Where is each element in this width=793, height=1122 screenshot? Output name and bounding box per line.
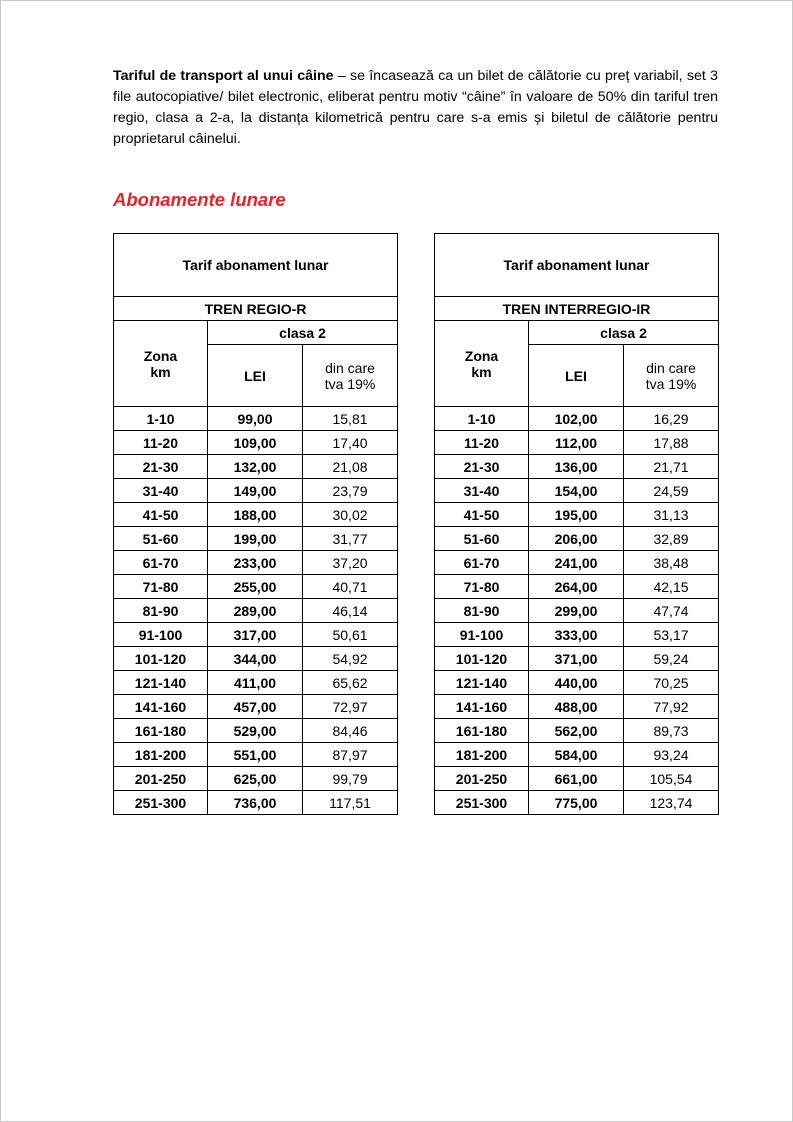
vat-cell: 50,61 (303, 623, 398, 647)
zone-cell: 1-10 (114, 407, 208, 431)
vat-cell: 38,48 (624, 551, 719, 575)
zone-cell: 31-40 (435, 479, 529, 503)
zone-cell: 181-200 (114, 743, 208, 767)
table-row (435, 671, 719, 695)
price-cell: 233,00 (208, 551, 303, 575)
zone-cell: 91-100 (435, 623, 529, 647)
lei-header: LEI (208, 345, 303, 407)
price-cell: 317,00 (208, 623, 303, 647)
zone-cell: 141-160 (114, 695, 208, 719)
table-row (435, 551, 719, 575)
table-row (114, 767, 398, 791)
zone-cell: 161-180 (114, 719, 208, 743)
price-cell: 299,00 (529, 599, 624, 623)
vat-cell: 105,54 (624, 767, 719, 791)
zone-cell: 21-30 (435, 455, 529, 479)
table-row (114, 503, 398, 527)
vat-cell: 65,62 (303, 671, 398, 695)
zone-cell: 101-120 (435, 647, 529, 671)
zone-cell: 71-80 (114, 575, 208, 599)
table-row (114, 695, 398, 719)
price-cell: 562,00 (529, 719, 624, 743)
zone-cell: 11-20 (435, 431, 529, 455)
zone-cell: 41-50 (114, 503, 208, 527)
vat-cell: 46,14 (303, 599, 398, 623)
table-row (435, 503, 719, 527)
table-row (435, 527, 719, 551)
table-row (114, 455, 398, 479)
price-cell: 255,00 (208, 575, 303, 599)
vat-header (303, 345, 398, 407)
intro-paragraph (113, 66, 718, 150)
vat-cell: 17,40 (303, 431, 398, 455)
zone-cell: 121-140 (435, 671, 529, 695)
table-row (435, 599, 719, 623)
zone-cell: 41-50 (435, 503, 529, 527)
vat-header-label: din care tva 19% (324, 359, 376, 392)
vat-cell: 23,79 (303, 479, 398, 503)
vat-cell: 42,15 (624, 575, 719, 599)
price-cell: 99,00 (208, 407, 303, 431)
table-row (114, 791, 398, 815)
vat-cell: 17,88 (624, 431, 719, 455)
vat-cell: 21,71 (624, 455, 719, 479)
vat-cell: 87,97 (303, 743, 398, 767)
vat-cell: 84,46 (303, 719, 398, 743)
table-row (114, 479, 398, 503)
zone-cell: 81-90 (435, 599, 529, 623)
vat-cell: 123,74 (624, 791, 719, 815)
zone-cell: 61-70 (114, 551, 208, 575)
table-row (114, 527, 398, 551)
zone-cell: 31-40 (114, 479, 208, 503)
table-row (435, 743, 719, 767)
vat-cell: 53,17 (624, 623, 719, 647)
price-cell: 109,00 (208, 431, 303, 455)
intro-text: – se încasează ca un bilet de călătorie cu preț variabil, set 3 file autocopiative/ bilet electronic, eliberat pentru motiv “câine” în valoare de 50% din tariful tren regio, clasa a 2-a, la distanța kilometrică pentru care s-a emis și biletul de călătorie pentru proprietarul câinelui. (113, 68, 718, 147)
price-cell: 529,00 (208, 719, 303, 743)
vat-cell: 70,25 (624, 671, 719, 695)
table-row (435, 719, 719, 743)
vat-cell: 40,71 (303, 575, 398, 599)
table-row (114, 719, 398, 743)
table-title: Tarif abonament lunar (114, 234, 398, 297)
table-row (435, 767, 719, 791)
zone-header (114, 321, 208, 407)
price-cell: 551,00 (208, 743, 303, 767)
price-cell: 371,00 (529, 647, 624, 671)
zone-header (435, 321, 529, 407)
zone-cell: 251-300 (114, 791, 208, 815)
price-cell: 411,00 (208, 671, 303, 695)
price-cell: 206,00 (529, 527, 624, 551)
vat-cell: 21,08 (303, 455, 398, 479)
table-row (435, 455, 719, 479)
price-cell: 488,00 (529, 695, 624, 719)
zone-header-label: Zona km (464, 347, 499, 380)
price-cell: 195,00 (529, 503, 624, 527)
price-cell: 154,00 (529, 479, 624, 503)
table-row (435, 695, 719, 719)
vat-header-label: din care tva 19% (645, 359, 697, 392)
train-type: TREN INTERREGIO-IR (435, 297, 719, 321)
vat-cell: 16,29 (624, 407, 719, 431)
price-cell: 149,00 (208, 479, 303, 503)
price-cell: 136,00 (529, 455, 624, 479)
price-cell: 132,00 (208, 455, 303, 479)
vat-header (624, 345, 719, 407)
vat-cell: 30,02 (303, 503, 398, 527)
vat-cell: 117,51 (303, 791, 398, 815)
zone-cell: 251-300 (435, 791, 529, 815)
price-cell: 241,00 (529, 551, 624, 575)
price-cell: 289,00 (208, 599, 303, 623)
table-row (114, 407, 398, 431)
price-cell: 112,00 (529, 431, 624, 455)
vat-cell: 24,59 (624, 479, 719, 503)
table-row (435, 623, 719, 647)
vat-cell: 15,81 (303, 407, 398, 431)
tariff-table-regio (113, 233, 398, 815)
table-row (114, 599, 398, 623)
zone-cell: 181-200 (435, 743, 529, 767)
zone-cell: 141-160 (435, 695, 529, 719)
zone-cell: 51-60 (114, 527, 208, 551)
intro-lead: Tariful de transport al unui câine (113, 68, 334, 84)
table-row (435, 407, 719, 431)
zone-cell: 121-140 (114, 671, 208, 695)
vat-cell: 31,13 (624, 503, 719, 527)
zone-cell: 51-60 (435, 527, 529, 551)
zone-cell: 201-250 (114, 767, 208, 791)
price-cell: 457,00 (208, 695, 303, 719)
vat-cell: 59,24 (624, 647, 719, 671)
vat-cell: 54,92 (303, 647, 398, 671)
table-row (114, 743, 398, 767)
table-row (114, 431, 398, 455)
vat-cell: 93,24 (624, 743, 719, 767)
price-cell: 199,00 (208, 527, 303, 551)
vat-cell: 47,74 (624, 599, 719, 623)
section-title: Abonamente lunare (113, 189, 286, 210)
table-row (114, 623, 398, 647)
zone-cell: 101-120 (114, 647, 208, 671)
table-row (435, 575, 719, 599)
table-title: Tarif abonament lunar (435, 234, 719, 297)
class-header: clasa 2 (208, 321, 398, 345)
table-row (114, 647, 398, 671)
table-row (435, 647, 719, 671)
train-type: TREN REGIO-R (114, 297, 398, 321)
price-cell: 661,00 (529, 767, 624, 791)
price-cell: 440,00 (529, 671, 624, 695)
zone-cell: 61-70 (435, 551, 529, 575)
table-row (435, 791, 719, 815)
table-body (435, 407, 719, 815)
price-cell: 333,00 (529, 623, 624, 647)
vat-cell: 72,97 (303, 695, 398, 719)
zone-cell: 161-180 (435, 719, 529, 743)
zone-cell: 21-30 (114, 455, 208, 479)
table-row (435, 431, 719, 455)
price-cell: 344,00 (208, 647, 303, 671)
zone-cell: 11-20 (114, 431, 208, 455)
table-row (114, 671, 398, 695)
vat-cell: 32,89 (624, 527, 719, 551)
zone-header-label: Zona km (143, 347, 178, 380)
zone-cell: 201-250 (435, 767, 529, 791)
price-cell: 736,00 (208, 791, 303, 815)
vat-cell: 99,79 (303, 767, 398, 791)
price-cell: 625,00 (208, 767, 303, 791)
zone-cell: 81-90 (114, 599, 208, 623)
price-cell: 188,00 (208, 503, 303, 527)
price-cell: 264,00 (529, 575, 624, 599)
vat-cell: 31,77 (303, 527, 398, 551)
vat-cell: 89,73 (624, 719, 719, 743)
vat-cell: 77,92 (624, 695, 719, 719)
price-cell: 102,00 (529, 407, 624, 431)
vat-cell: 37,20 (303, 551, 398, 575)
tariff-table-interregio (434, 233, 719, 815)
zone-cell: 71-80 (435, 575, 529, 599)
class-header: clasa 2 (529, 321, 719, 345)
lei-header: LEI (529, 345, 624, 407)
table-row (114, 551, 398, 575)
zone-cell: 91-100 (114, 623, 208, 647)
table-body (114, 407, 398, 815)
price-cell: 584,00 (529, 743, 624, 767)
price-cell: 775,00 (529, 791, 624, 815)
table-row (435, 479, 719, 503)
zone-cell: 1-10 (435, 407, 529, 431)
table-row (114, 575, 398, 599)
